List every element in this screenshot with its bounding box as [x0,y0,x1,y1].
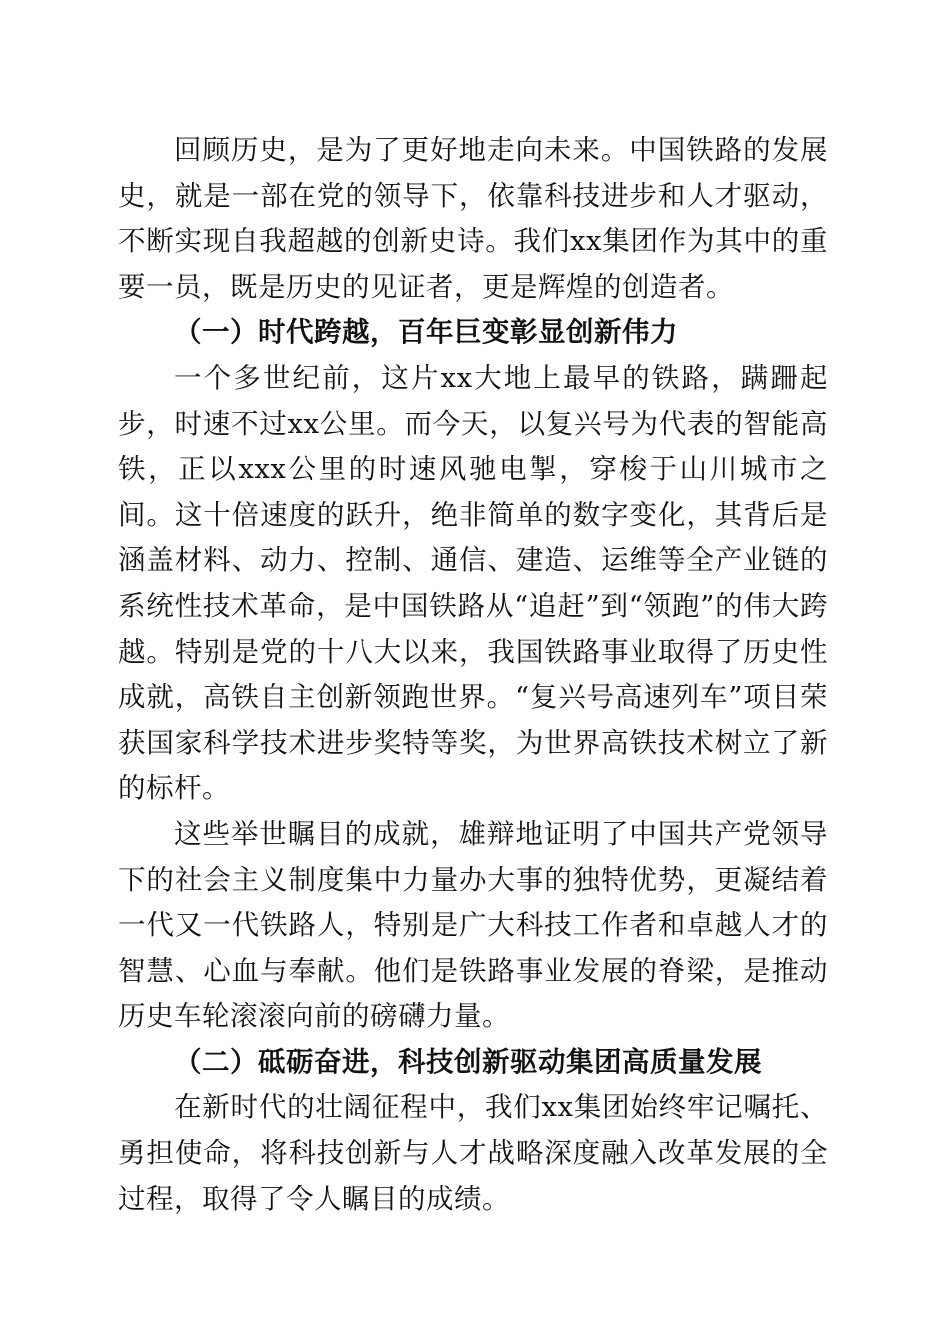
body-paragraph: 一个多世纪前，这片xx大地上最早的铁路，蹒跚起步，时速不过xx公里。而今天，以复兴号为代表的智能高铁，正以xxx公里的时速风驰电掣，穿梭于山川城市之间。这十倍速度的跃升，绝非简单的数字变化，其背后是涵盖材料、动力、控制、通信、建造、运维等全产业链的系统性技术革命，是中国铁路从“追赶”到“领跑”的伟大跨越。特别是党的十八大以来，我国铁路事业取得了历史性成就，高铁自主创新领跑世界。“复兴号高速列车”项目荣获国家科学技术进步奖特等奖，为世界高铁技术树立了新的标杆。 [118,361,828,805]
section-heading-2: （二）砥砺奋进，科技创新驱动集团高质量发展 [174,1045,762,1078]
body-paragraph: 这些举世瞩目的成就，雄辩地证明了中国共产党领导下的社会主义制度集中力量办大事的独特优势，更凝结着一代又一代铁路人，特别是广大科技工作者和卓越人才的智慧、心血与奉献。他们是铁路事业发展的脊梁，是推动历史车轮滚滚向前的磅礴力量。 [118,817,828,1033]
document-page [118,128,828,1222]
section-heading-1: （一）时代跨越，百年巨变彰显创新伟力 [174,316,678,349]
intro-paragraph: 回顾历史，是为了更好地走向未来。中国铁路的发展史，就是一部在党的领导下，依靠科技进步和人才驱动，不断实现自我超越的创新史诗。我们xx集团作为其中的重要一员，既是历史的见证者，更是辉煌的创造者。 [118,134,828,303]
body-paragraph: 在新时代的壮阔征程中，我们xx集团始终牢记嘱托、勇担使命，将科技创新与人才战略深度融入改革发展的全过程，取得了令人瞩目的成绩。 [118,1091,828,1215]
